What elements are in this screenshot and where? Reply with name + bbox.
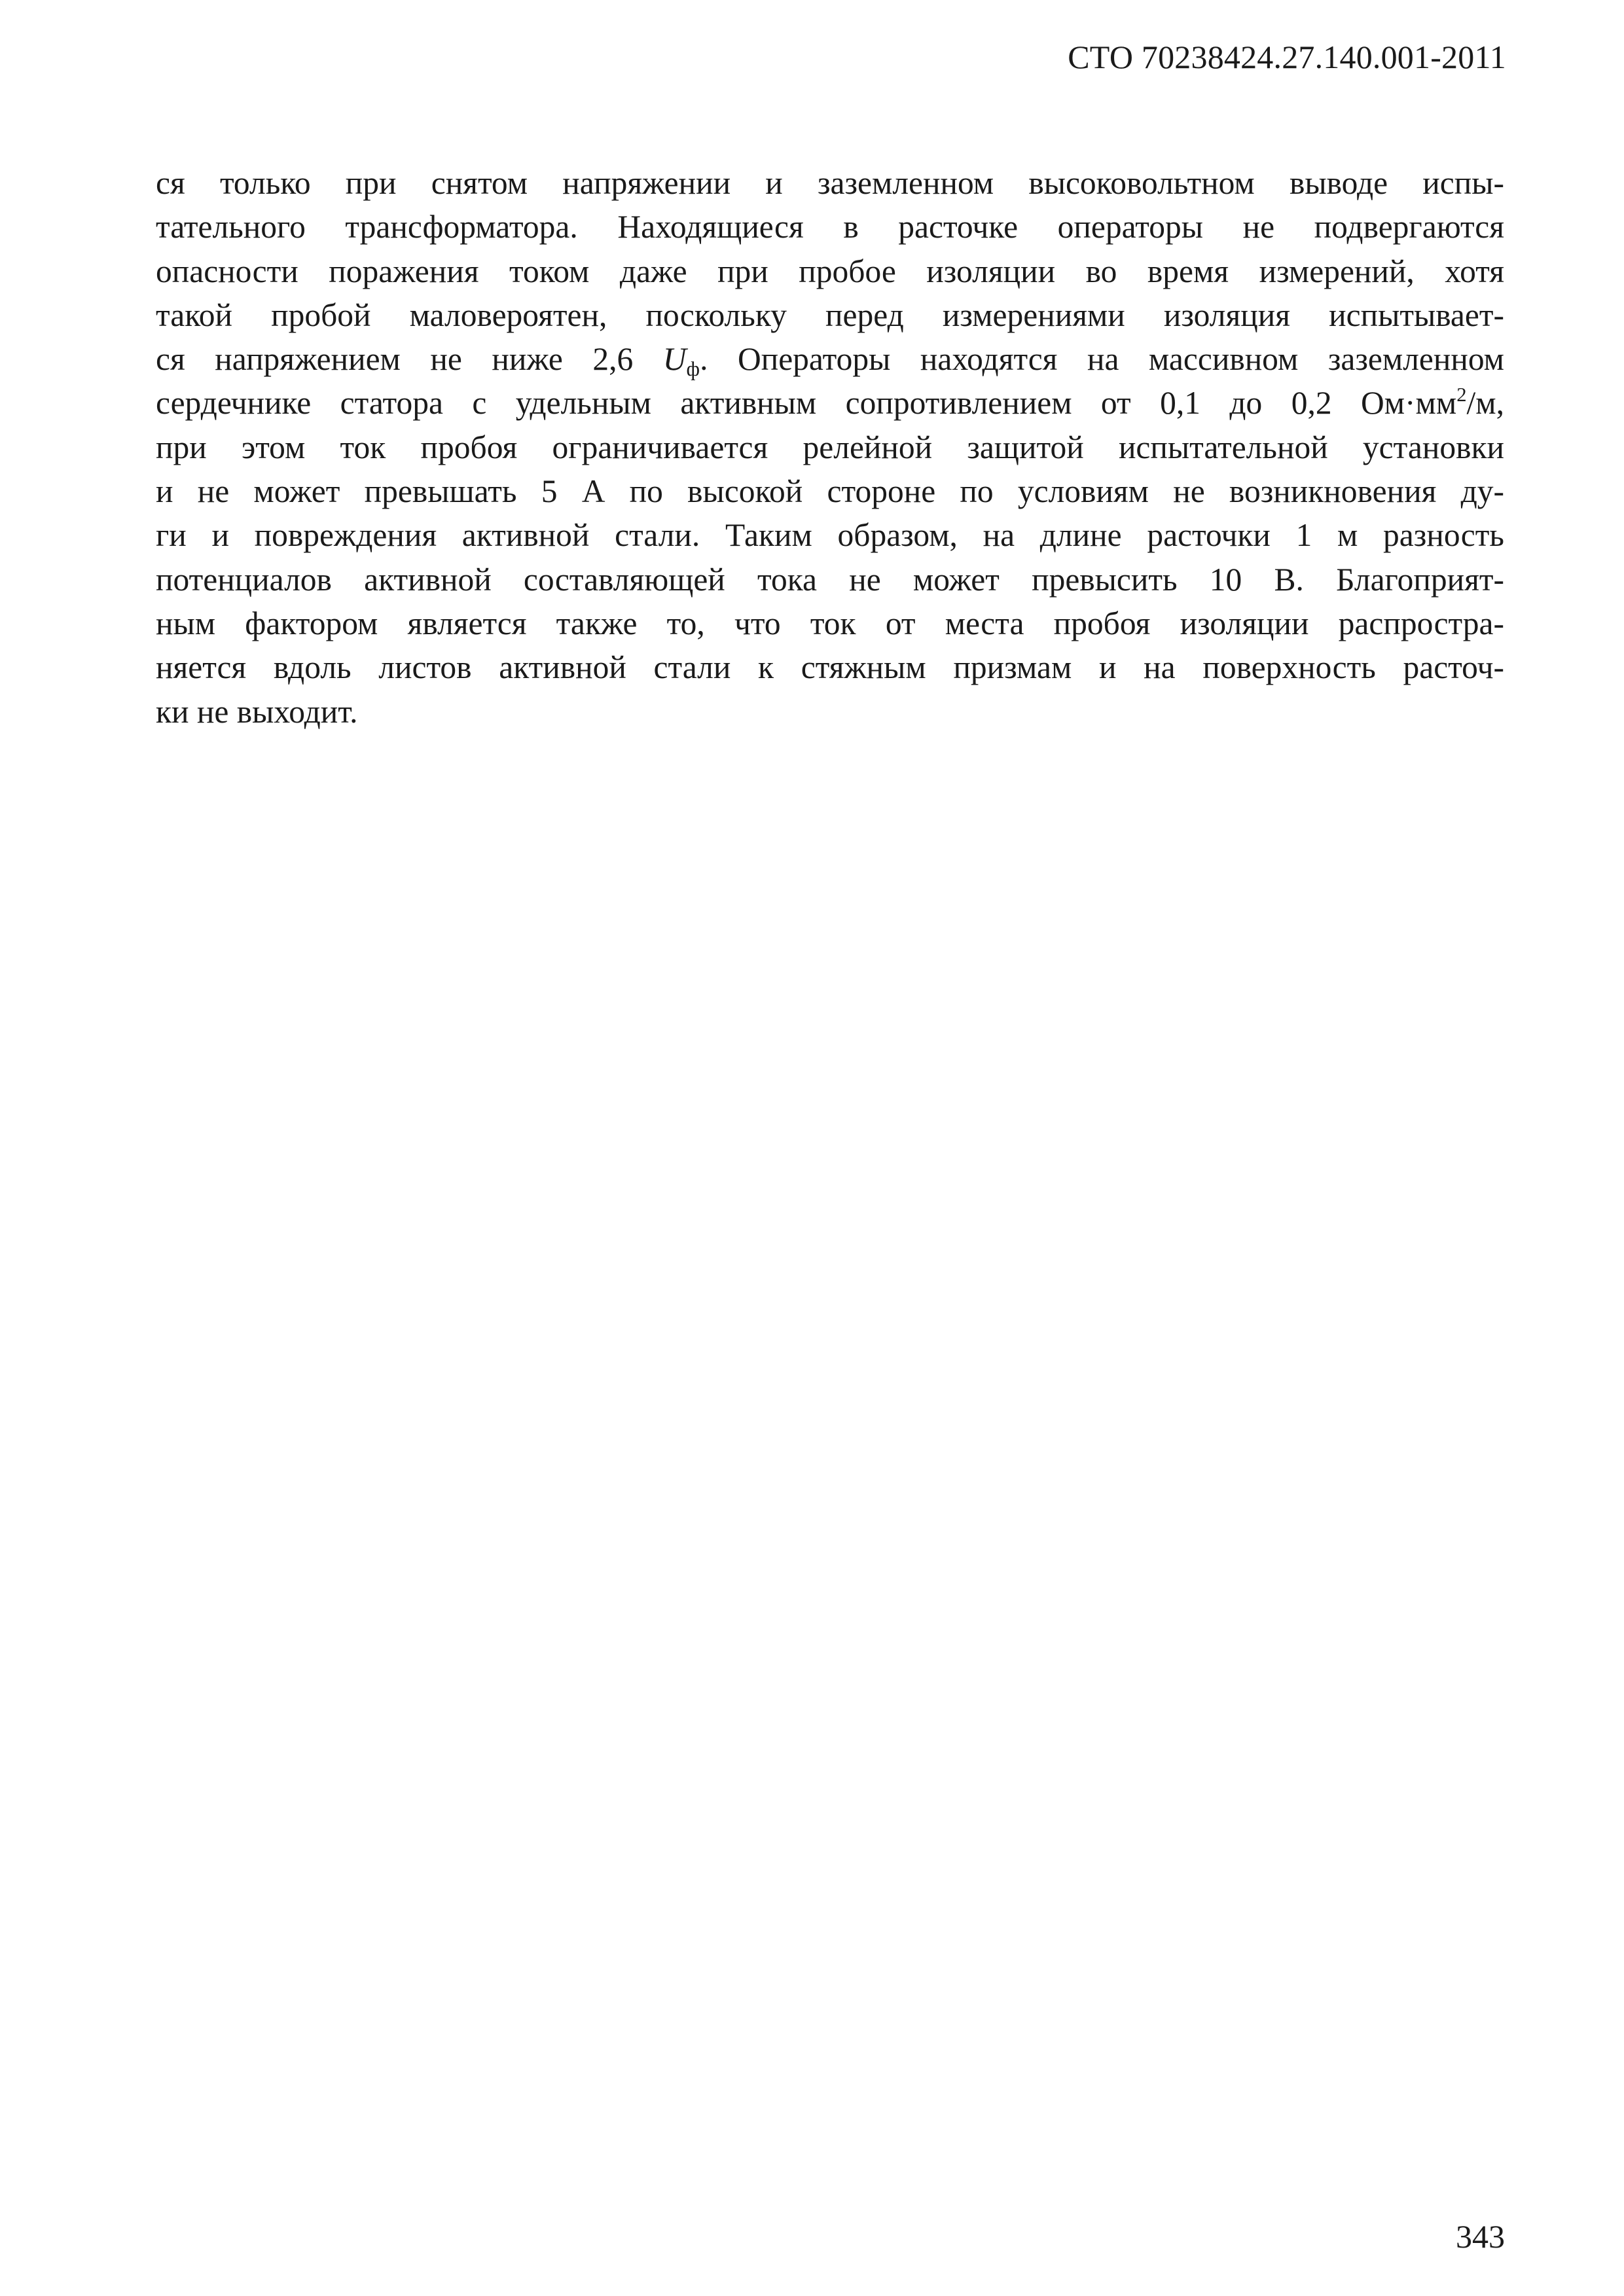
text-line-10: потенциалов активной составляющей тока не может превысить 10 В. Благоприят- <box>156 561 1504 598</box>
page-number: 343 <box>1456 2218 1505 2255</box>
document-code-header: СТО 70238424.27.140.001-2011 <box>1068 39 1506 75</box>
text-line-9: ги и повреждения активной стали. Таким образом, на длине расточки 1 м разность <box>156 517 1504 554</box>
unit-superscript: 2 <box>1456 384 1467 406</box>
text-line-12: няется вдоль листов активной стали к стяжным призмам и на поверхность расточ- <box>156 649 1504 686</box>
text-line-8: и не может превышать 5 А по высокой стороне по условиям не возникновения ду- <box>156 473 1504 510</box>
text-line-7: при этом ток пробоя ограничивается релейной защитой испытательной установки <box>156 429 1504 465</box>
text-line-5-end: . Операторы находятся на массивном заземленном <box>700 341 1504 378</box>
text-line-2: тательного трансформатора. Находящиеся в расточке операторы не подвергаются <box>156 209 1504 245</box>
text-line-3: опасности поражения током даже при пробое изоляции во время измерений, хотя <box>156 253 1504 289</box>
voltage-symbol: U <box>662 341 687 378</box>
text-line-6-start: сердечнике статора с удельным активным сопротивлением от 0,1 до 0,2 Ом·мм <box>156 385 1457 422</box>
text-line-4: такой пробой маловероятен, поскольку перед измерениями изоляция испытывает- <box>156 296 1504 333</box>
text-line-5-start: ся напряжением не ниже 2,6 <box>156 341 663 378</box>
text-line-13: ки не выходит. <box>156 693 358 730</box>
text-line-5 <box>156 337 1504 381</box>
phase-subscript: ф <box>686 357 700 381</box>
text-line-11: ным фактором является также то, что ток от места пробоя изоляции распростра- <box>156 605 1504 641</box>
text-line-1: ся только при снятом напряжении и заземленном высоковольтном выводе испы- <box>156 165 1504 201</box>
text-line-6 <box>156 381 1504 425</box>
text-line-6-end: /м, <box>1466 385 1504 422</box>
body-paragraph <box>156 161 1504 734</box>
